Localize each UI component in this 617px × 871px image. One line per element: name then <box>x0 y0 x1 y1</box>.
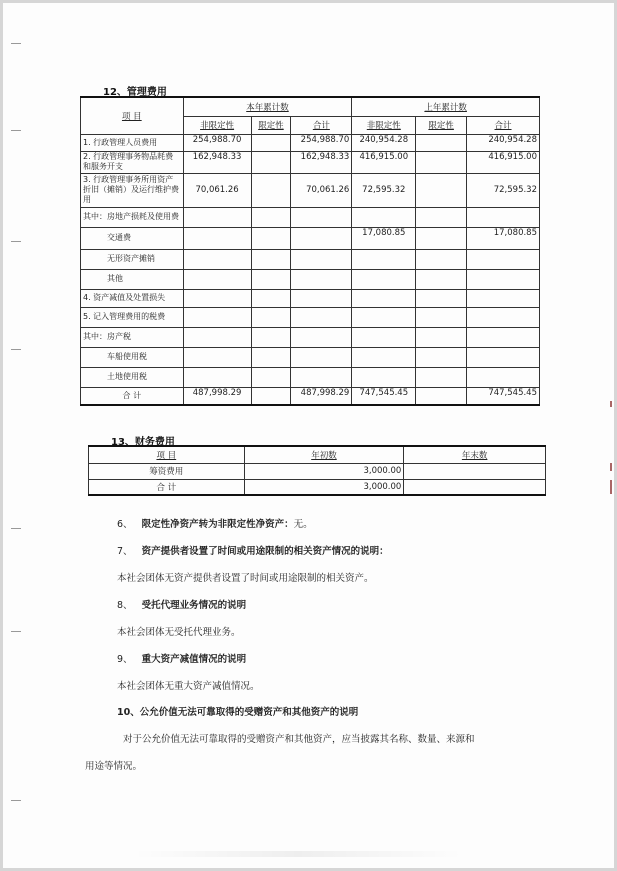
note-title: 资产提供者设置了时间或用途限制的相关资产情况的说明： <box>141 546 389 557</box>
cell-current-unrestricted <box>183 367 251 387</box>
row-label: 土地使用税 <box>81 367 184 387</box>
cell-current-restricted <box>251 151 291 173</box>
edge-mark <box>610 401 612 407</box>
cell-prior-restricted <box>416 327 467 347</box>
cell-current-restricted <box>251 207 291 227</box>
cell-prior-restricted <box>416 307 467 327</box>
cell-end <box>404 479 546 495</box>
cell-prior-total <box>467 347 540 367</box>
col-current-restricted: 限定性 <box>251 116 291 134</box>
cell-prior-total: 17,080.85 <box>467 227 540 249</box>
note-title: 受托代理业务情况的说明 <box>141 600 247 611</box>
cell-end <box>404 463 546 479</box>
col-item-header: 项 目 <box>81 97 184 134</box>
cell-current-restricted <box>251 387 291 405</box>
col-current-total: 合计 <box>291 116 352 134</box>
cell-prior-unrestricted: 416,915.00 <box>352 151 416 173</box>
cell-prior-unrestricted <box>352 367 416 387</box>
row-label: 4. 资产减值及处置损失 <box>81 289 184 307</box>
row-label: 交通费 <box>81 227 184 249</box>
row-label: 筹资费用 <box>89 463 245 479</box>
table-row <box>81 269 540 289</box>
cell-current-restricted <box>251 227 291 249</box>
cell-prior-total <box>467 249 540 269</box>
cell-current-unrestricted <box>183 207 251 227</box>
table-row <box>81 134 540 151</box>
col-prior-restricted: 限定性 <box>416 116 467 134</box>
table-row <box>81 387 540 405</box>
cell-current-total <box>291 207 352 227</box>
col-prior-total: 合计 <box>467 116 540 134</box>
note-10-body-line1: 对于公允价值无法可靠取得的受赠资产和其他资产，应当披露其名称、数量、来源和 <box>123 734 475 745</box>
binding-mark <box>11 349 21 350</box>
cell-prior-restricted <box>416 207 467 227</box>
row-label: 5. 记入管理费用的税费 <box>81 307 184 327</box>
row-label: 无形资产摊销 <box>81 249 184 269</box>
binding-mark <box>11 528 21 529</box>
cell-prior-unrestricted: 72,595.32 <box>352 173 416 207</box>
cell-current-total <box>291 327 352 347</box>
cell-prior-restricted <box>416 269 467 289</box>
table-row <box>81 289 540 307</box>
cell-current-total <box>291 227 352 249</box>
cell-prior-total <box>467 367 540 387</box>
scan-smudge <box>133 851 463 857</box>
cell-prior-unrestricted: 747,545.45 <box>352 387 416 405</box>
cell-begin: 3,000.00 <box>244 463 404 479</box>
note-9-heading <box>117 651 246 665</box>
table-row <box>81 327 540 347</box>
col-begin-header: 年初数 <box>244 446 404 463</box>
cell-current-restricted <box>251 173 291 207</box>
cell-prior-total <box>467 289 540 307</box>
cell-current-restricted <box>251 307 291 327</box>
note-title: 限定性净资产转为非限定性净资产： <box>141 519 294 530</box>
cell-prior-unrestricted <box>352 347 416 367</box>
table-row <box>89 479 546 495</box>
cell-prior-total: 72,595.32 <box>467 173 540 207</box>
cell-current-unrestricted <box>183 269 251 289</box>
cell-current-restricted <box>251 289 291 307</box>
cell-prior-unrestricted <box>352 307 416 327</box>
cell-prior-unrestricted <box>352 207 416 227</box>
cell-prior-restricted <box>416 227 467 249</box>
cell-prior-unrestricted: 240,954.28 <box>352 134 416 151</box>
table-row <box>81 307 540 327</box>
row-label: 合 计 <box>89 479 245 495</box>
col-prior-unrestricted: 非限定性 <box>352 116 416 134</box>
cell-current-total <box>291 347 352 367</box>
table-row <box>81 249 540 269</box>
note-7-heading <box>117 543 389 557</box>
note-10-heading <box>117 704 358 718</box>
note-number: 7、 <box>117 546 133 557</box>
cell-prior-unrestricted <box>352 289 416 307</box>
cell-current-unrestricted: 487,998.29 <box>183 387 251 405</box>
col-item-header: 项 目 <box>89 446 245 463</box>
cell-current-total <box>291 269 352 289</box>
cell-prior-restricted <box>416 387 467 405</box>
cell-current-total <box>291 249 352 269</box>
cell-current-restricted <box>251 347 291 367</box>
note-8-heading <box>117 597 246 611</box>
cell-current-restricted <box>251 327 291 347</box>
cell-current-unrestricted: 70,061.26 <box>183 173 251 207</box>
cell-prior-unrestricted <box>352 327 416 347</box>
note-number: 8、 <box>117 600 133 611</box>
section-13-title: 13、财务费用 <box>111 437 175 448</box>
note-number: 6、 <box>117 519 133 530</box>
cell-current-restricted <box>251 269 291 289</box>
cell-prior-total <box>467 307 540 327</box>
binding-mark <box>11 43 21 44</box>
table-row <box>89 463 546 479</box>
row-label: 3. 行政管理事务所用资产折旧（摊销）及运行维护费用 <box>81 173 184 207</box>
col-end-header: 年末数 <box>404 446 546 463</box>
binding-mark <box>11 800 21 801</box>
cell-current-total: 254,988.70 <box>291 134 352 151</box>
cell-prior-total <box>467 269 540 289</box>
binding-mark <box>11 130 21 131</box>
edge-mark <box>610 480 612 494</box>
admin-expense-table <box>80 96 540 406</box>
cell-current-unrestricted <box>183 347 251 367</box>
table-row <box>81 173 540 207</box>
cell-prior-total <box>467 207 540 227</box>
note-value: 无。 <box>293 519 313 530</box>
group-prior-header: 上年累计数 <box>352 97 540 116</box>
cell-current-unrestricted <box>183 289 251 307</box>
group-current-header: 本年累计数 <box>183 97 352 116</box>
cell-begin: 3,000.00 <box>244 479 404 495</box>
cell-prior-restricted <box>416 151 467 173</box>
row-label: 其中：房地产损耗及使用费 <box>81 207 184 227</box>
binding-mark <box>11 241 21 242</box>
note-title: 10、公允价值无法可靠取得的受赠资产和其他资产的说明 <box>117 707 359 718</box>
cell-current-total <box>291 307 352 327</box>
note-8-body: 本社会团体无受托代理业务。 <box>117 627 241 638</box>
cell-prior-restricted <box>416 173 467 207</box>
note-10-body-line2: 用途等情况。 <box>85 761 143 772</box>
cell-prior-total <box>467 327 540 347</box>
table-row <box>81 151 540 173</box>
cell-prior-restricted <box>416 134 467 151</box>
row-label: 1. 行政管理人员费用 <box>81 134 184 151</box>
binding-mark <box>11 631 21 632</box>
cell-prior-total: 240,954.28 <box>467 134 540 151</box>
cell-current-restricted <box>251 367 291 387</box>
note-9-body: 本社会团体无重大资产减值情况。 <box>117 681 260 692</box>
cell-prior-restricted <box>416 289 467 307</box>
row-label: 车船使用税 <box>81 347 184 367</box>
cell-prior-unrestricted <box>352 269 416 289</box>
note-7-body: 本社会团体无资产提供者设置了时间或用途限制的相关资产。 <box>117 573 374 584</box>
table-row <box>81 207 540 227</box>
cell-prior-total: 416,915.00 <box>467 151 540 173</box>
note-6 <box>117 516 313 530</box>
note-title: 重大资产减值情况的说明 <box>141 654 247 665</box>
cell-prior-restricted <box>416 347 467 367</box>
table-row <box>81 347 540 367</box>
cell-current-total <box>291 289 352 307</box>
cell-current-total <box>291 367 352 387</box>
cell-prior-unrestricted: 17,080.85 <box>352 227 416 249</box>
cell-current-restricted <box>251 134 291 151</box>
cell-prior-unrestricted <box>352 249 416 269</box>
cell-current-unrestricted: 254,988.70 <box>183 134 251 151</box>
cell-current-total: 70,061.26 <box>291 173 352 207</box>
cell-current-total: 487,998.29 <box>291 387 352 405</box>
cell-current-total: 162,948.33 <box>291 151 352 173</box>
row-label: 2. 行政管理事务物品耗费和服务开支 <box>81 151 184 173</box>
cell-current-unrestricted: 162,948.33 <box>183 151 251 173</box>
cell-current-unrestricted <box>183 327 251 347</box>
row-label: 其中：房产税 <box>81 327 184 347</box>
row-label: 其他 <box>81 269 184 289</box>
table-row <box>81 367 540 387</box>
row-label: 合 计 <box>81 387 184 405</box>
cell-current-unrestricted <box>183 307 251 327</box>
table-row <box>81 227 540 249</box>
section-12-title: 12、管理费用 <box>103 87 167 98</box>
cell-current-unrestricted <box>183 227 251 249</box>
document-page <box>3 3 614 868</box>
cell-current-restricted <box>251 249 291 269</box>
cell-prior-total: 747,545.45 <box>467 387 540 405</box>
finance-expense-table <box>88 445 546 496</box>
cell-prior-restricted <box>416 367 467 387</box>
cell-current-unrestricted <box>183 249 251 269</box>
note-number: 9、 <box>117 654 133 665</box>
col-current-unrestricted: 非限定性 <box>183 116 251 134</box>
edge-mark <box>610 463 612 471</box>
cell-prior-restricted <box>416 249 467 269</box>
